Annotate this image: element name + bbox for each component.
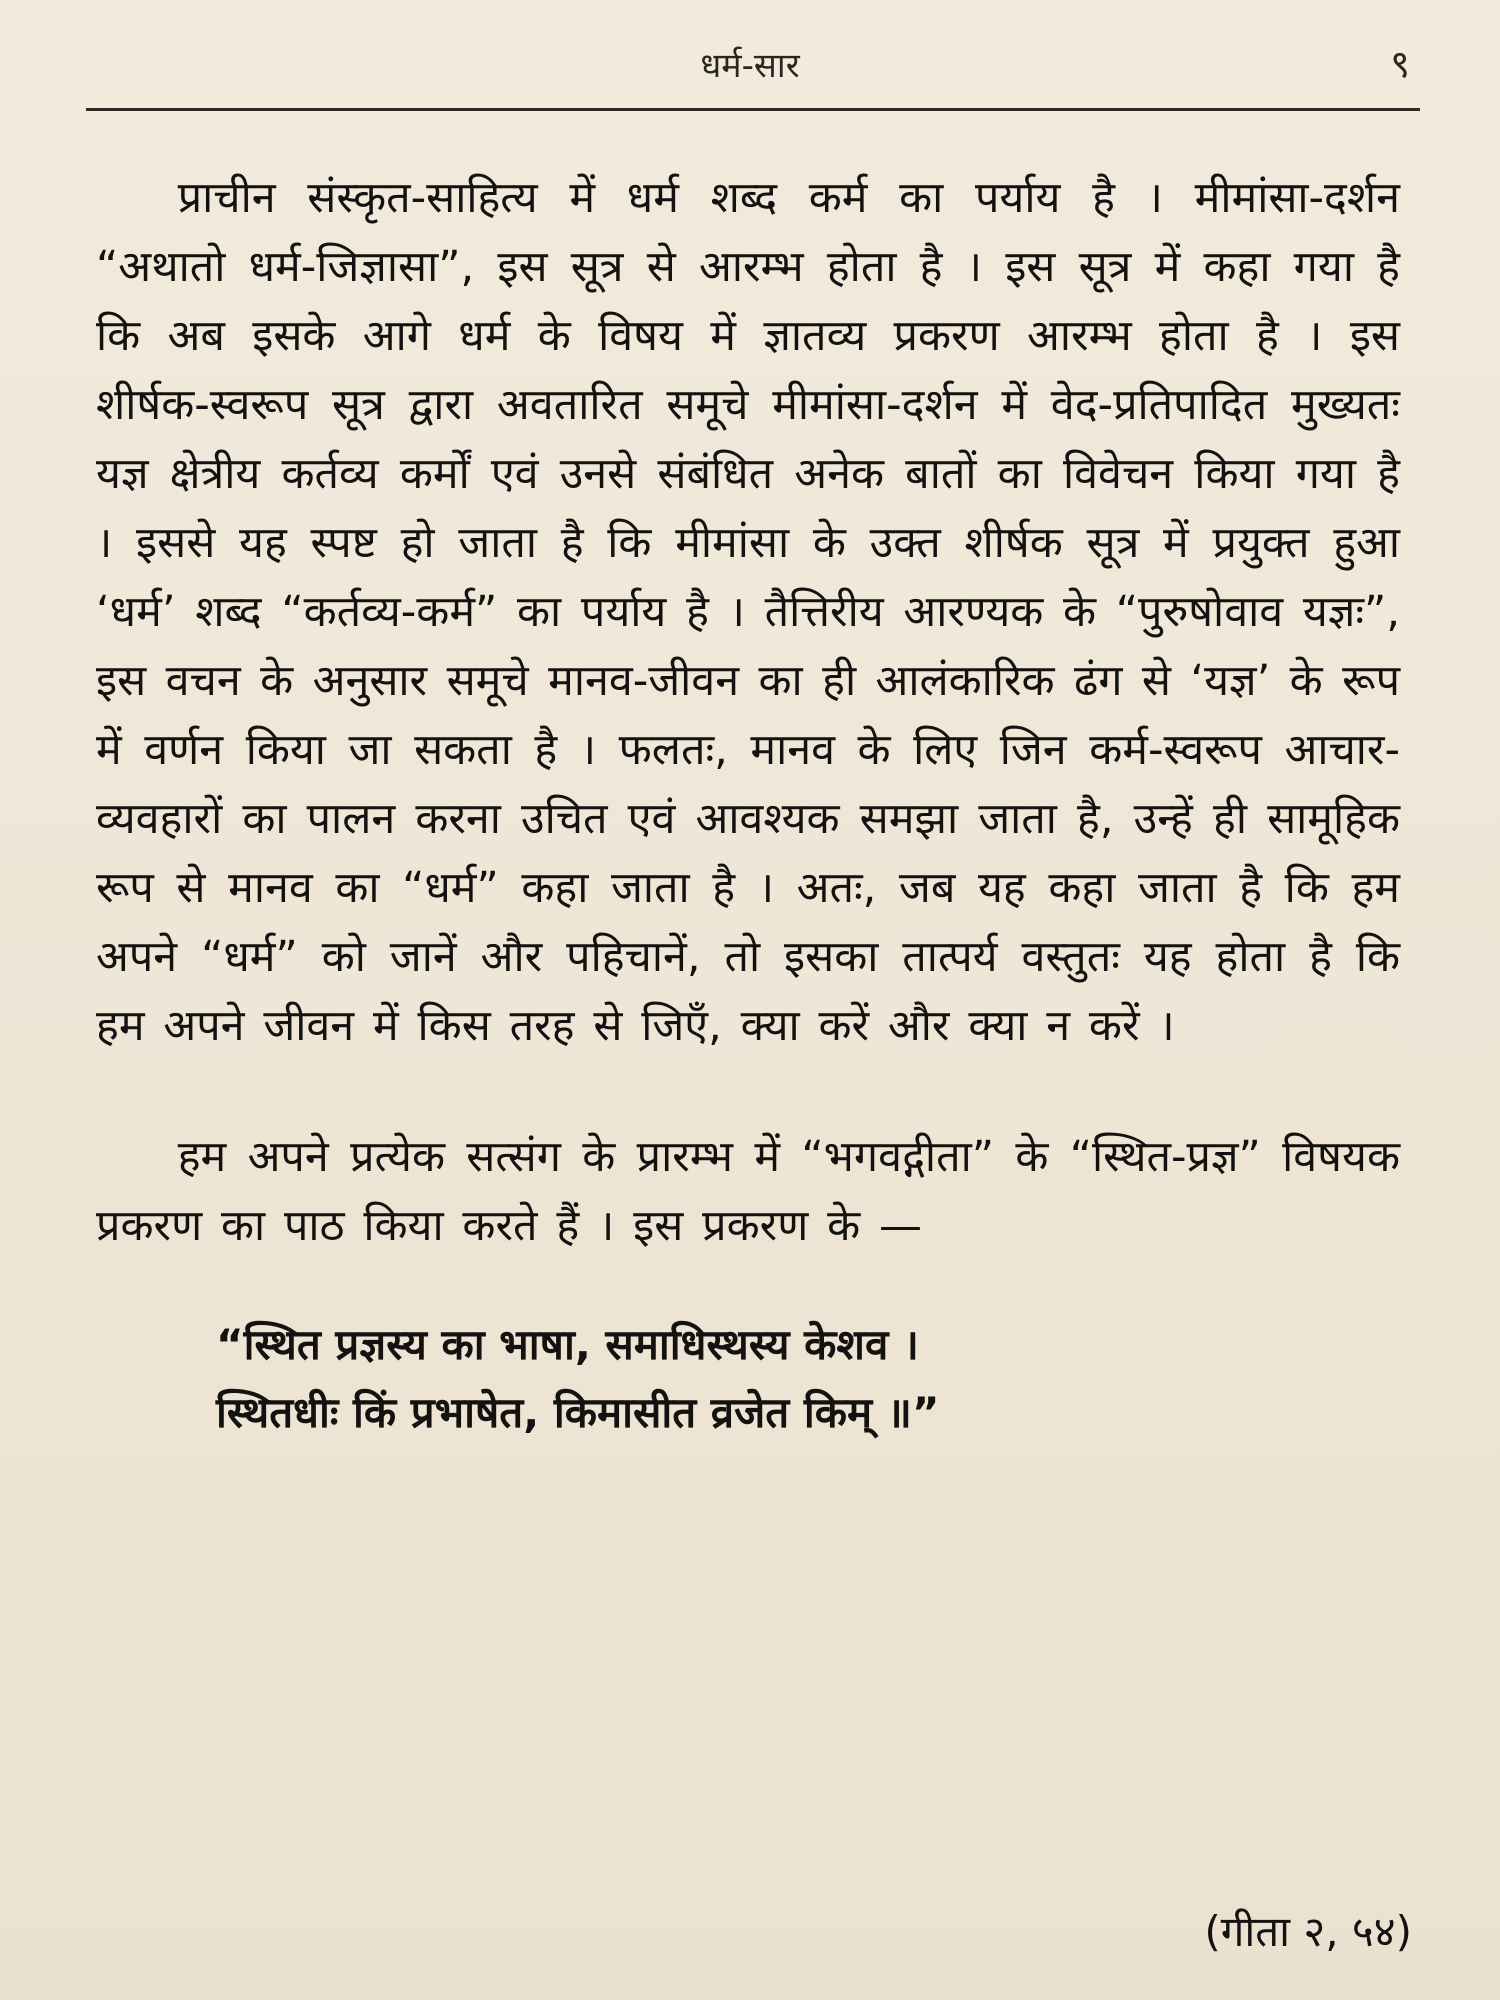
running-title: धर्म-सार	[700, 46, 800, 86]
body-text	[96, 164, 1400, 1447]
gita-verse	[216, 1311, 1400, 1447]
header-rule	[86, 108, 1420, 111]
page-number: ९	[1390, 42, 1410, 86]
verse-line-1: “स्थित प्रज्ञस्य का भाषा, समाधिस्थस्य केशव ।	[216, 1320, 919, 1369]
verse-citation: (गीता २, ५४)	[1204, 1907, 1412, 1956]
paragraph-satsang: हम अपने प्रत्येक सत्संग के प्रारम्भ में “भगवद्गीता” के “स्थित-प्रज्ञ” विषयक प्रकरण का पाठ किया करते हैं । इस प्रकरण के —	[96, 1132, 1400, 1251]
paragraph-dharma-meaning: प्राचीन संस्कृत-साहित्य में धर्म शब्द कर्म का पर्याय है । मीमांसा-दर्शन “अथातो धर्म-जिज्ञासा”, इस सूत्र से आरम्भ होता है । इस सूत्र में कहा गया है कि अब इसके आगे धर्म के विषय में ज्ञातव्य प्रकरण आरम्भ होता है । इस शीर्षक-स्वरूप सूत्र द्वारा अवतारित समूचे मीमांसा-दर्शन में वेद-प्रतिपादित मुख्यतः यज्ञ क्षेत्रीय कर्तव्य कर्मों एवं उनसे संबंधित अनेक बातों का विवेचन किया गया है । इससे यह स्पष्ट हो जाता है कि मीमांसा के उक्त शीर्षक सूत्र में प्रयुक्त हुआ ‘धर्म’ शब्द “कर्तव्य-कर्म” का पर्याय है । तैत्तिरीय आरण्यक के “पुरुषोवाव यज्ञः”, इस वचन के अनुसार समूचे मानव-जीवन का ही आलंकारिक ढंग से ‘यज्ञ’ के रूप में वर्णन किया जा सकता है । फलतः, मानव के लिए जिन कर्म-स्वरूप आचार-व्यवहारों का पालन करना उचित एवं आवश्यक समझा जाता है, उन्हें ही सामूहिक रूप से मानव का “धर्म” कहा जाता है । अतः, जब यह कहा जाता है कि हम अपने “धर्म” को जानें और पहिचानें, तो इसका तात्पर्य वस्तुतः यह होता है कि हम अपने जीवन में किस तरह से जिएँ, क्या करें और क्या न करें ।	[96, 173, 1400, 1051]
verse-line-2: स्थितधीः किं प्रभाषेत, किमासीत व्रजेत किम् ॥”	[216, 1388, 940, 1437]
